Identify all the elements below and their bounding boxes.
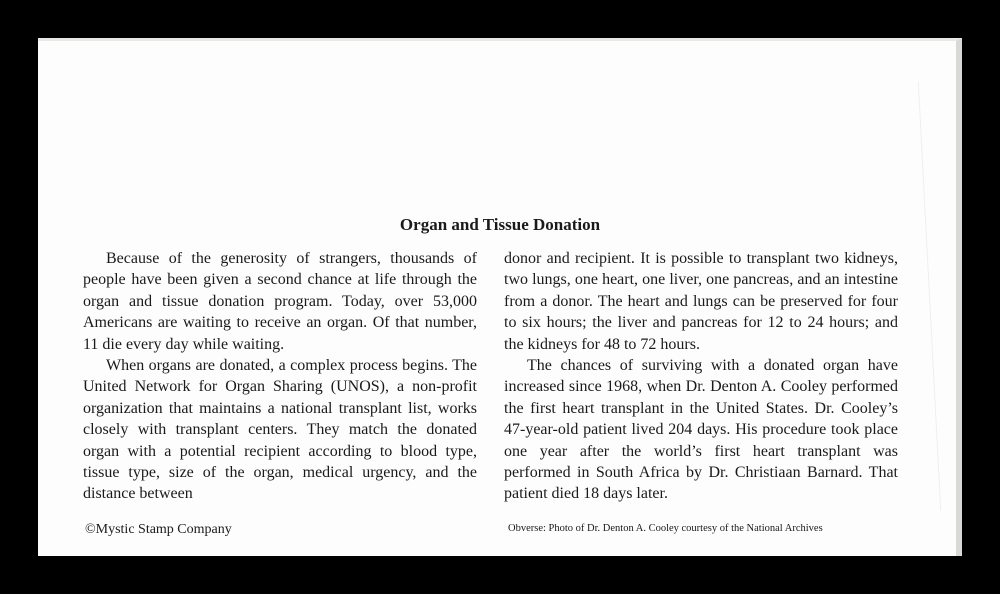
envelope-back-card [38, 38, 962, 556]
document-title: Organ and Tissue Donation [399, 215, 601, 234]
photo-credit: Obverse: Photo of Dr. Denton A. Cooley courtesy of the National Archives [508, 523, 823, 534]
paragraph: The chances of surviving with a donated organ have increased since 1968, when Dr. Denton A. Cooley performed the first heart transplant in the United States. Dr. Cooley’s 47-year-old patient lived 204 days. His procedure took place one year after the world’s first heart transplant was performed in South Africa by Dr. Christiaan Barnard. That patient died 18 days later. [504, 357, 898, 503]
paper-crease [918, 81, 942, 510]
right-column [504, 248, 898, 505]
paragraph: Because of the generosity of strangers, thousands of people have been given a second chance at life through the organ and tissue donation program. Today, over 53,000 Americans are waiting to receive an organ. Of that number, 11 die every day while waiting. [83, 250, 477, 353]
paragraph: When organs are donated, a complex process begins. The United Network for Organ Sharing (UNOS), a non-profit organization that maintains a national transplant list, works closely with transplant centers. They match the donated organ with a potential recipient according to blood type, tissue type, size of the organ, medical urgency, and the distance between [83, 357, 477, 503]
left-column [83, 248, 477, 505]
copyright-notice: ©Mystic Stamp Company [85, 522, 232, 537]
paragraph: donor and recipient. It is possible to transplant two kidneys, two lungs, one heart, one liver, one pancreas, and an intestine from a donor. The heart and lungs can be preserved for four to six hours; the liver and pancreas for 12 to 24 hours; and the kidneys for 48 to 72 hours. [504, 250, 898, 353]
